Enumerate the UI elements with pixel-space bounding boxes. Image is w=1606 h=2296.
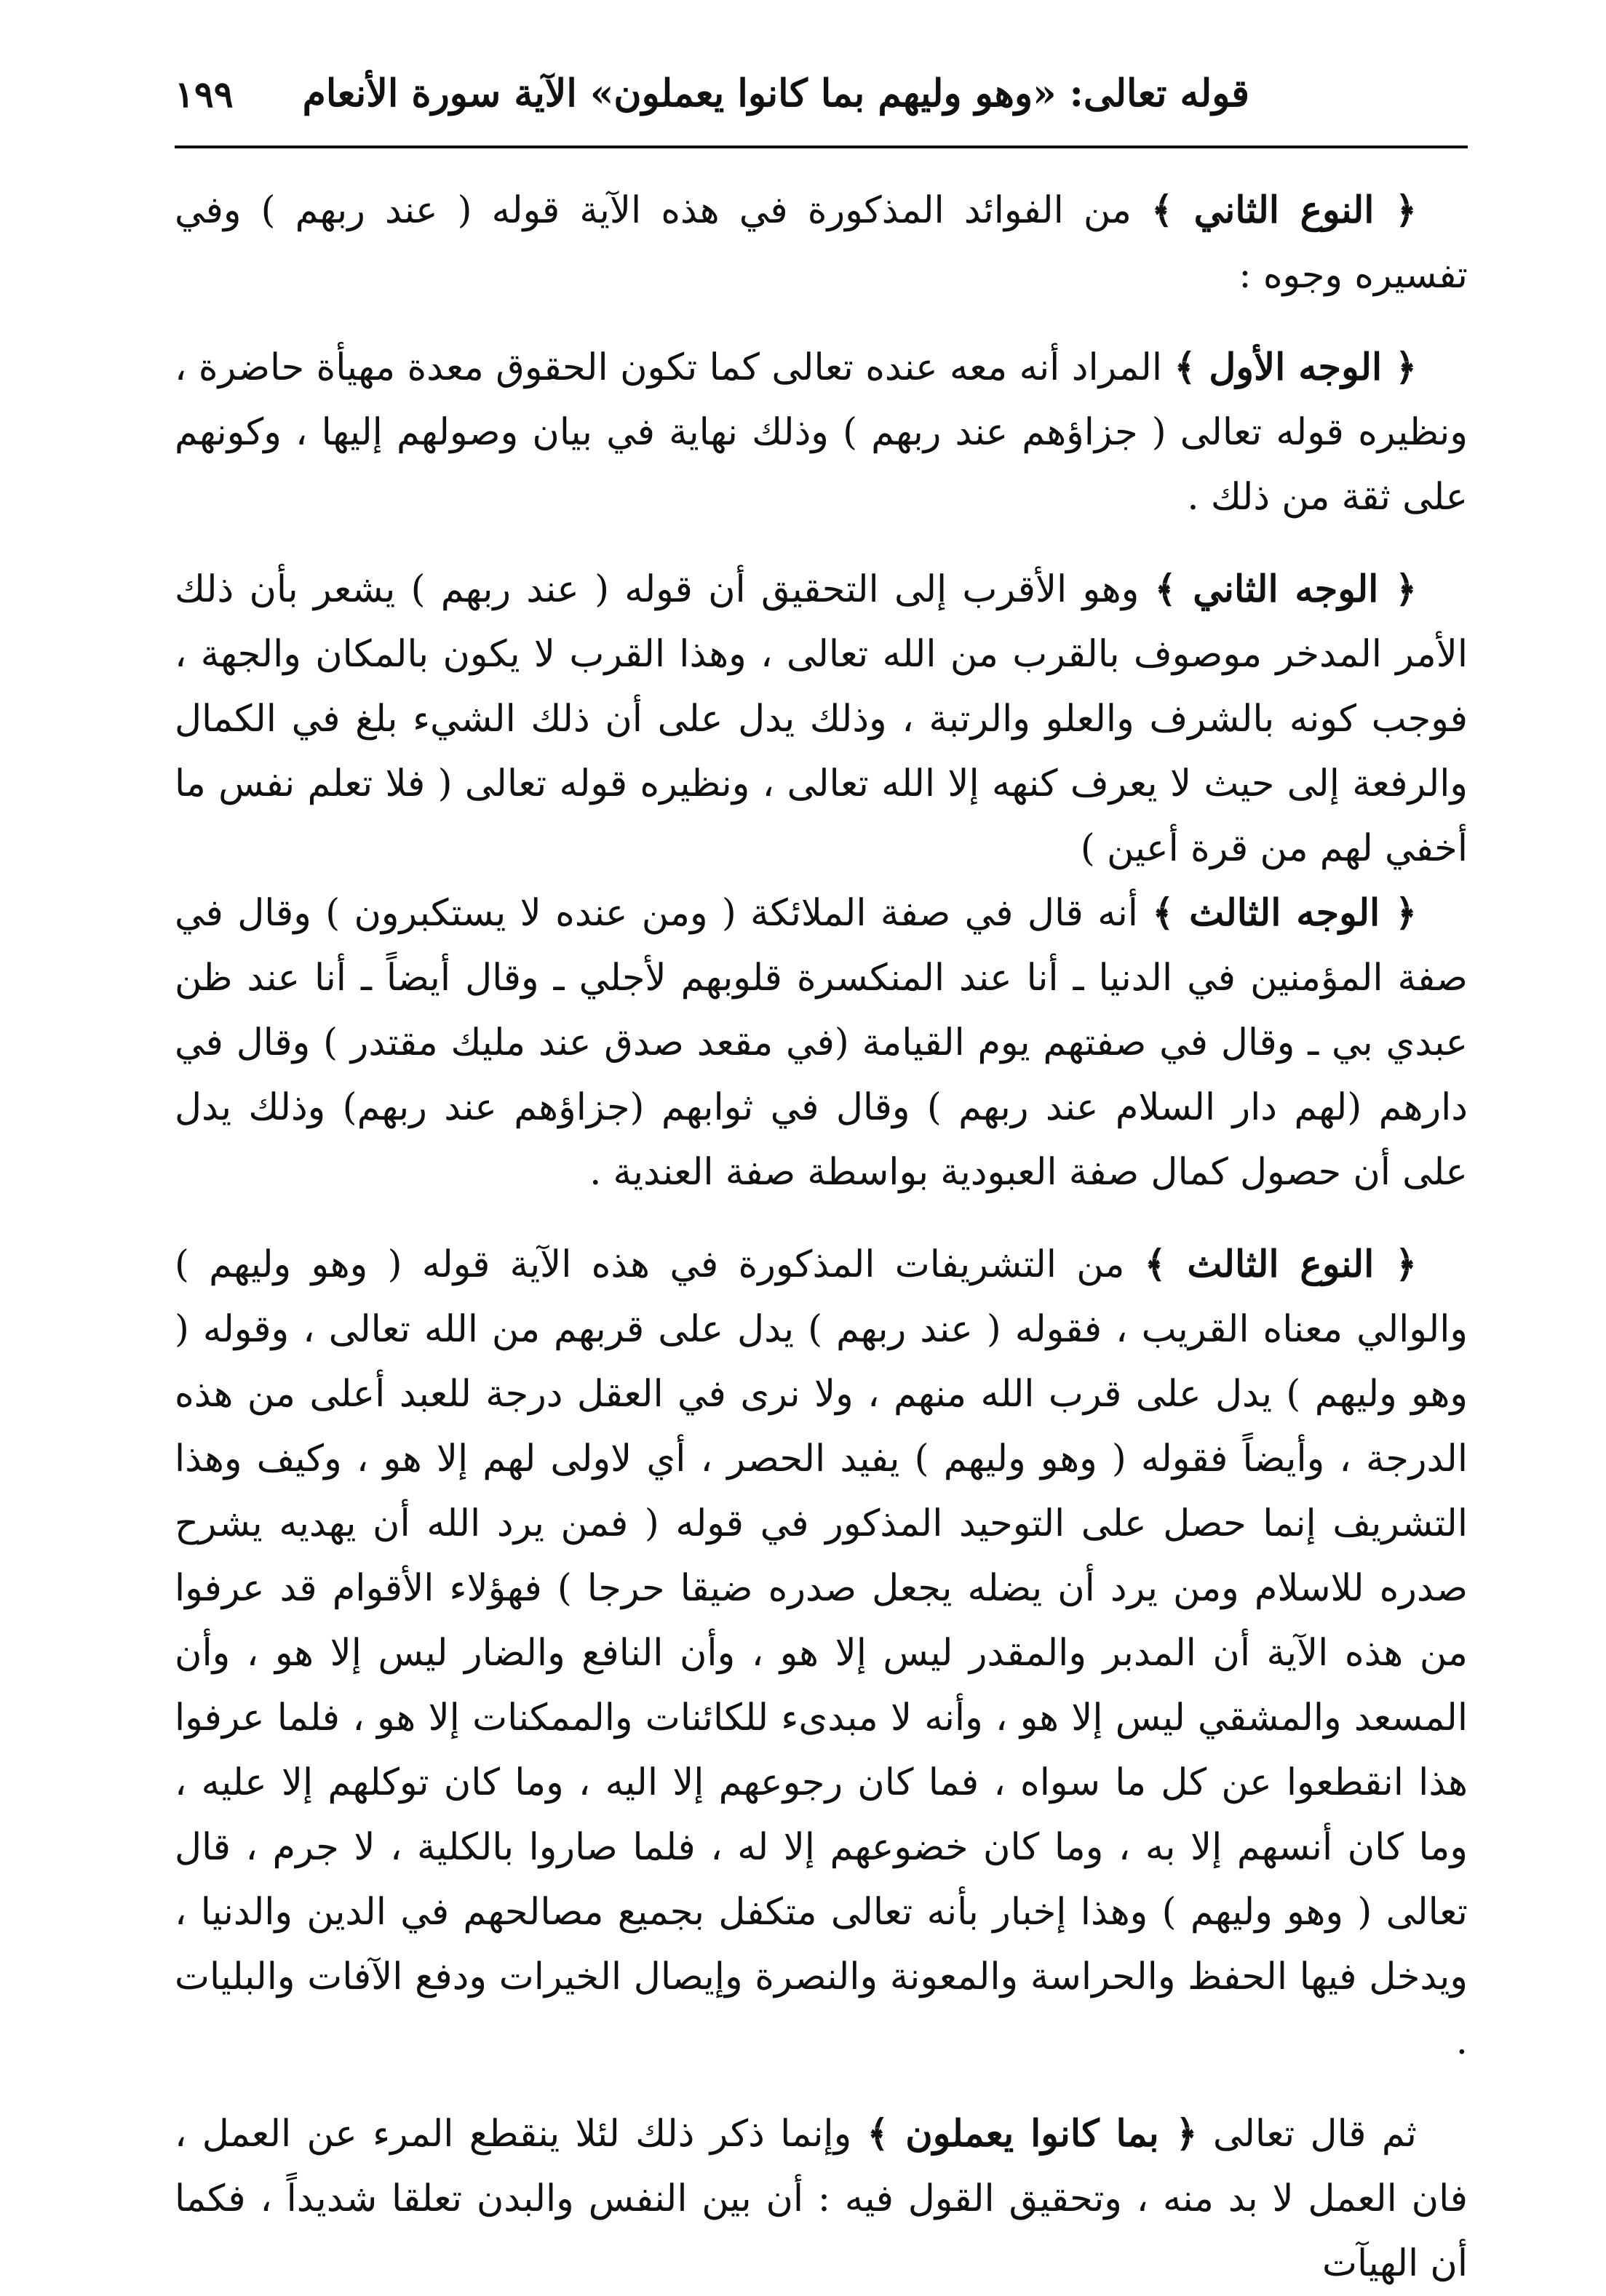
page-header [175,65,1468,138]
paragraph-text: أنه قال في صفة الملائكة ( ومن عنده لا يستكبرون ) وقال في صفة المؤمنين في الدنيا ـ أنا عند المنكسرة قلوبهم لأجلي ـ وقال أيضاً ـ أنا عند ظن عبدي بي ـ وقال في صفتهم يوم القيامة (في مقعد صدق عند مليك مقتدر ) وقال في دارهم (لهم دار السلام عند ربهم ) وقال في ثوابهم (جزاؤهم عند ربهم) وذلك يدل على أن حصول كمال صفة العبودية بواسطة صفة العندية . [175,892,1468,1194]
paragraph-3 [175,557,1468,881]
paragraph-text: وإنما ذكر ذلك لئلا ينقطع المرء عن العمل ، فان العمل لا بد منه ، وتحقيق القول فيه : أن بين النفس والبدن تعلقا شديداً ، فكما أن الهيآت [175,2113,1468,2285]
paragraph-5 [175,1232,1468,2074]
header-rule [175,146,1468,148]
body-text [175,178,1468,2296]
paragraph-6 [175,2102,1468,2296]
paragraph-text: من التشريفات المذكورة في هذه الآية قوله ( وهو وليهم ) والوالي معناه القريب ، فقوله ( عند ربهم ) يدل على قربهم من الله تعالى ، وقوله ( وهو وليهم ) يدل على قرب الله منهم ، ولا نرى في العقل درجة للعبد أعلى من هذه الدرجة ، وأيضاً فقوله ( وهو وليهم ) يفيد الحصر ، أي لاولى لهم إلا هو ، وكيف وهذا التشريف إنما حصل على التوحيد المذكور في قوله ( فمن يرد الله أن يهديه يشرح صدره للاسلام ومن يرد أن يضله يجعل صدره ضيقا حرجا ) فهؤلاء الأقوام قد عرفوا من هذه الآية أن المدبر والمقدر ليس إلا هو ، وأن النافع والضار ليس إلا هو ، وأن المسعد والمشقي ليس إلا هو ، وأنه لا مبدىء للكائنات والممكنات إلا هو ، فلما عرفوا هذا انقطعوا عن كل ما سواه ، فما كان رجوعهم إلا اليه ، وما كان توكلهم إلا عليه ، وما كان أنسهم إلا به ، وما كان خضوعهم إلا له ، فلما صاروا بالكلية ، لا جرم ، قال تعالى ( وهو وليهم ) وهذا إخبار بأنه تعالى متكفل بجميع مصالحهم في الدين والدنيا ، ويدخل فيها الحفظ والحراسة والمعونة والنصرة وإيصال الخيرات ودفع الآفات والبليات . [175,1243,1468,2063]
paragraph-1 [175,178,1468,308]
paragraph-inline-lead: ﴿ بما كانوا يعملون ﴾ [867,2112,1198,2156]
page-number: ١٩٩ [175,73,234,116]
paragraph-lead: ﴿ الوجه الأول ﴾ [1174,346,1417,389]
paragraph-4 [175,881,1468,1205]
paragraph-lead: ﴿ النوع الثالث ﴾ [1144,1243,1417,1286]
paragraph-text: المراد أنه معه عنده تعالى كما تكون الحقوق معدة مهيأة حاضرة ، ونظيره قوله تعالى ( جزاؤهم عند ربهم ) وذلك نهاية في بيان وصولهم إليها ، وكونهم على ثقة من ذلك . [175,346,1468,519]
paragraph-text-before: ثم قال تعالى [1197,2113,1418,2156]
running-title: قوله تعالى: «وهو وليهم بما كانوا يعملون» الآية سورة الأنعام [302,71,1249,116]
paragraph-lead: ﴿ الوجه الثالث ﴾ [1152,891,1417,935]
paragraph-lead: ﴿ الوجه الثاني ﴾ [1154,567,1418,611]
paragraph-lead: ﴿ النوع الثاني ﴾ [1151,188,1418,232]
paragraph-text: وهو الأقرب إلى التحقيق أن قوله ( عند ربهم ) يشعر بأن ذلك الأمر المدخر موصوف بالقرب من الله تعالى ، وهذا القرب لا يكون بالمكان والجهة ، فوجب كونه بالشرف والعلو والرتبة ، وذلك يدل على أن ذلك الشيء بلغ في الكمال والرفعة إلى حيث لا يعرف كنهه إلا الله تعالى ، ونظيره قوله تعالى ( فلا تعلم نفس ما أخفي لهم من قرة أعين ) [175,568,1468,870]
paragraph-2 [175,335,1468,530]
paragraph-text: من الفوائد المذكورة في هذه الآية قوله ( عند ربهم ) وفي تفسيره وجوه : [175,189,1468,297]
